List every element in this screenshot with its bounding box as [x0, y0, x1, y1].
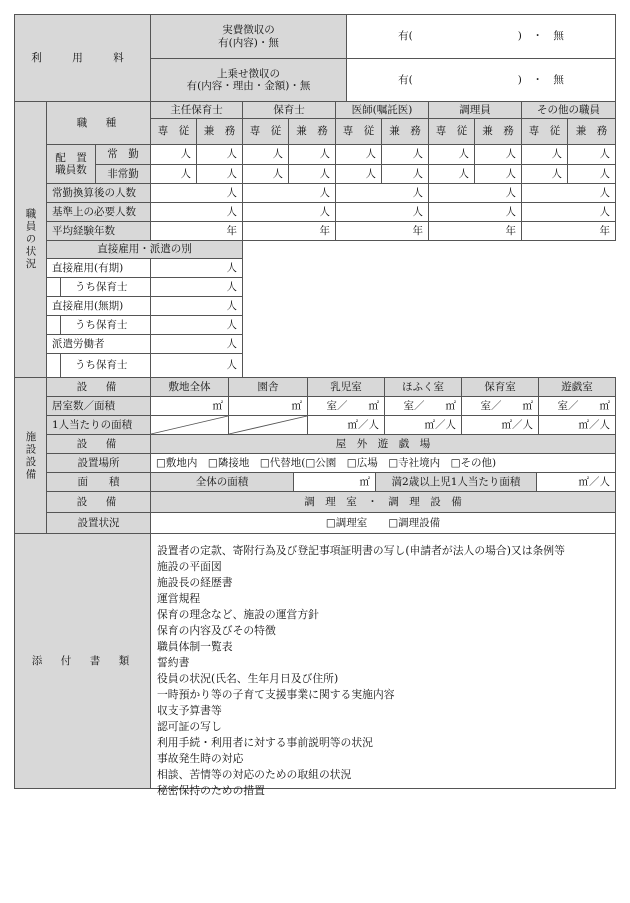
- kenmu-header: 兼 務: [381, 118, 429, 145]
- avg-years-cell[interactable]: 年: [428, 221, 522, 241]
- fulltime-label: 常 勤: [95, 144, 151, 165]
- kenmu-header: 兼 務: [196, 118, 243, 145]
- standard-count-cell[interactable]: 人: [521, 202, 616, 222]
- attachment-item: 認可証の写し: [157, 719, 222, 733]
- extra-fee-field[interactable]: 有( ) ・ 無: [346, 58, 616, 102]
- converted-count-cell[interactable]: 人: [242, 183, 336, 203]
- parttime-count-cell[interactable]: 人: [381, 164, 429, 184]
- attachment-item: 保育の内容及びその特徴: [157, 623, 276, 637]
- employment-row-label: 直接雇用(有期): [46, 258, 151, 278]
- building-per-child-cell-blank: [228, 415, 308, 435]
- above2-area-label: 満2歳以上児1人当たり面積: [375, 472, 537, 492]
- senju-header: 専 従: [335, 118, 382, 145]
- attachment-item: 役員の状況(氏名、生年月日及び住所): [157, 671, 339, 685]
- fulltime-count-cell[interactable]: 人: [335, 144, 382, 165]
- cooking-header: 調 理 室 ・ 調 理 設 備: [150, 491, 616, 513]
- crawling-per-child-cell[interactable]: ㎡／人: [384, 415, 462, 435]
- converted-count-cell[interactable]: 人: [521, 183, 616, 203]
- diagonal-line: [151, 416, 228, 434]
- employment-count-cell[interactable]: 人: [150, 258, 243, 278]
- parttime-count-cell[interactable]: 人: [335, 164, 382, 184]
- actual-fee-label: [150, 14, 347, 59]
- parttime-count-cell[interactable]: 人: [242, 164, 289, 184]
- per-child-area-label: 1人当たりの面積: [46, 415, 151, 435]
- employment-row-label: 直接雇用(無期): [46, 296, 151, 316]
- building-area-cell[interactable]: ㎡: [228, 396, 308, 416]
- col-building: 園舎: [228, 377, 308, 397]
- fee-label: 利 用 料: [14, 14, 151, 102]
- actual-fee-label-line2: 有(内容)・無: [218, 36, 279, 49]
- parttime-count-cell[interactable]: 人: [428, 164, 475, 184]
- converted-count-cell[interactable]: 人: [150, 183, 243, 203]
- converted-label: 常勤換算後の人数: [46, 183, 151, 203]
- outdoor-playground-header: 屋 外 遊 戯 場: [150, 434, 616, 454]
- kenmu-header: 兼 務: [567, 118, 616, 145]
- job-header-chief-nursery: 主任保育士: [150, 101, 243, 119]
- total-area-cell[interactable]: ㎡: [293, 472, 376, 492]
- job-header-other: その他の職員: [521, 101, 616, 119]
- actual-fee-field[interactable]: 有( ) ・ 無: [346, 14, 616, 59]
- attachment-item: 一時預かり等の子育て支援事業に関する実施内容: [157, 687, 395, 701]
- employment-count-cell[interactable]: 人: [150, 296, 243, 316]
- play-room-area-cell[interactable]: 室／ ㎡: [538, 396, 616, 416]
- converted-count-cell[interactable]: 人: [335, 183, 429, 203]
- location-options[interactable]: □敷地内 □隣接地 □代替地(□公園 □広場 □寺社境内 □その他): [150, 453, 616, 473]
- attachment-item: 誓約書: [157, 655, 190, 669]
- equipment-label: 設 備: [46, 377, 151, 397]
- parttime-count-cell[interactable]: 人: [567, 164, 616, 184]
- area-label: 面 積: [46, 472, 151, 492]
- employment-row-label: うち保育士: [60, 315, 151, 335]
- diagonal-line: [229, 416, 307, 434]
- fulltime-count-cell[interactable]: 人: [381, 144, 429, 165]
- staff-section-label: [14, 101, 47, 378]
- kenmu-header: 兼 務: [288, 118, 336, 145]
- installation-status-label: 設置状況: [46, 512, 151, 534]
- employment-header: 直接雇用・派遣の別: [46, 240, 243, 259]
- fulltime-count-cell[interactable]: 人: [150, 144, 197, 165]
- attachment-item: 収支予算書等: [157, 703, 222, 717]
- attachment-item: 事故発生時の対応: [157, 751, 244, 765]
- attachment-item: 利用手続・利用者に対する事前説明等の状況: [157, 735, 373, 749]
- fulltime-count-cell[interactable]: 人: [567, 144, 616, 165]
- fulltime-count-cell[interactable]: 人: [242, 144, 289, 165]
- avg-years-cell[interactable]: 年: [335, 221, 429, 241]
- attachment-item: 運営規程: [157, 591, 201, 605]
- employment-row-label: うち保育士: [60, 277, 151, 297]
- fulltime-count-cell[interactable]: 人: [521, 144, 568, 165]
- extra-fee-label: [150, 58, 347, 102]
- employment-row-label: 派遣労働者: [46, 334, 151, 354]
- standard-count-cell[interactable]: 人: [242, 202, 336, 222]
- employment-count-cell[interactable]: 人: [150, 334, 243, 354]
- avg-years-cell[interactable]: 年: [521, 221, 616, 241]
- parttime-count-cell[interactable]: 人: [196, 164, 243, 184]
- attachment-item: 保育の理念など、施設の運営方針: [157, 607, 319, 621]
- actual-fee-label-line1: 実費徴収の: [222, 24, 275, 37]
- parttime-count-cell[interactable]: 人: [150, 164, 197, 184]
- parttime-label: 非常勤: [95, 164, 151, 184]
- parttime-count-cell[interactable]: 人: [474, 164, 522, 184]
- location-label: 設置場所: [46, 453, 151, 473]
- standard-count-cell[interactable]: 人: [150, 202, 243, 222]
- job-header-cook: 調理員: [428, 101, 522, 119]
- standard-count-cell[interactable]: 人: [428, 202, 522, 222]
- avg-years-cell[interactable]: 年: [242, 221, 336, 241]
- site-per-child-cell-blank: [150, 415, 229, 435]
- attachment-item: 秘密保持のための措置: [157, 783, 265, 797]
- standard-count-cell[interactable]: 人: [335, 202, 429, 222]
- cooking-options[interactable]: □調理室 □調理設備: [150, 512, 616, 534]
- infant-room-area-cell[interactable]: 室／ ㎡: [307, 396, 385, 416]
- nursery-room-area-cell[interactable]: 室／ ㎡: [461, 396, 539, 416]
- site-area-cell[interactable]: ㎡: [150, 396, 229, 416]
- play-per-child-cell[interactable]: ㎡／人: [538, 415, 616, 435]
- job-header-nursery: 保育士: [242, 101, 336, 119]
- placed-staff-label-line1: 配 置: [55, 151, 87, 164]
- attachment-item: 施設の平面図: [157, 559, 222, 573]
- fulltime-count-cell[interactable]: 人: [288, 144, 336, 165]
- attachments-list: [150, 533, 616, 797]
- senju-header: 専 従: [150, 118, 197, 145]
- col-site-whole: 敷地全体: [150, 377, 229, 397]
- parttime-count-cell[interactable]: 人: [288, 164, 336, 184]
- attachment-item: 相談、苦情等の対応のための取組の状況: [157, 767, 352, 781]
- employment-count-cell[interactable]: 人: [150, 353, 243, 378]
- senju-header: 専 従: [521, 118, 568, 145]
- staff-section-label-text: 職員の状況: [24, 208, 37, 271]
- facility-section-label: [14, 377, 47, 534]
- infant-per-child-cell[interactable]: ㎡／人: [307, 415, 385, 435]
- job-header-doctor: 医師(嘱託医): [335, 101, 429, 119]
- above2-area-cell[interactable]: ㎡／人: [536, 472, 616, 492]
- rooms-area-label: 居室数／面積: [46, 396, 151, 416]
- extra-fee-label-line2: 有(内容・理由・金額)・無: [186, 80, 311, 92]
- crawling-room-area-cell[interactable]: 室／ ㎡: [384, 396, 462, 416]
- attachments-label: 添 付 書 類: [14, 533, 151, 789]
- kenmu-header: 兼 務: [474, 118, 522, 145]
- employment-row-label: うち保育士: [60, 353, 151, 378]
- standard-label: 基準上の必要人数: [46, 202, 151, 222]
- employment-count-cell[interactable]: 人: [150, 315, 243, 335]
- employment-count-cell[interactable]: 人: [150, 277, 243, 297]
- avg-years-label: 平均経験年数: [46, 221, 151, 241]
- senju-header: 専 従: [242, 118, 289, 145]
- converted-count-cell[interactable]: 人: [428, 183, 522, 203]
- facility-section-label-text: 施設設備: [24, 430, 37, 481]
- col-infant-room: 乳児室: [307, 377, 385, 397]
- equipment-label: 設 備: [46, 491, 151, 513]
- avg-years-cell[interactable]: 年: [150, 221, 243, 241]
- equipment-label: 設 備: [46, 434, 151, 454]
- placed-staff-label-line2: 職員数: [55, 164, 87, 176]
- col-nursery-room: 保育室: [461, 377, 539, 397]
- total-area-label: 全体の面積: [150, 472, 294, 492]
- extra-fee-label-line1: 上乗せ徴収の: [217, 67, 280, 80]
- nursery-per-child-cell[interactable]: ㎡／人: [461, 415, 539, 435]
- parttime-count-cell[interactable]: 人: [521, 164, 568, 184]
- col-play-room: 遊戯室: [538, 377, 616, 397]
- fulltime-count-cell[interactable]: 人: [428, 144, 475, 165]
- fulltime-count-cell[interactable]: 人: [474, 144, 522, 165]
- col-crawling-room: ほふく室: [384, 377, 462, 397]
- job-type-label: 職 種: [46, 101, 151, 145]
- attachment-item: 設置者の定款、寄附行為及び登記事項証明書の写し(申請者が法人の場合)又は条例等: [157, 544, 565, 557]
- placed-staff-label: [46, 144, 96, 184]
- attachment-item: 職員体制一覧表: [157, 639, 233, 653]
- attachment-item: 施設長の経歴書: [157, 575, 233, 589]
- fulltime-count-cell[interactable]: 人: [196, 144, 243, 165]
- senju-header: 専 従: [428, 118, 475, 145]
